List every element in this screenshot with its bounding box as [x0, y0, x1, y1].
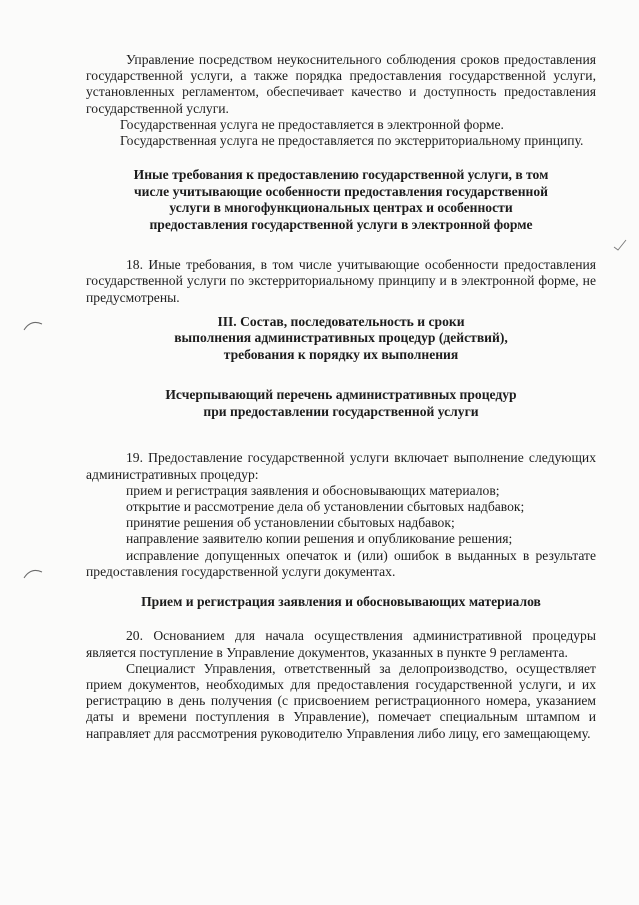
heading-line: предоставления государственной услуги в электронной форме	[149, 216, 533, 232]
heading-line: Иные требования к предоставлению государственной услуги, в том	[133, 167, 549, 183]
list-item: открытие и рассмотрение дела об установлении сбытовых надбавок;	[126, 498, 525, 514]
heading-line: выполнения административных процедур (действий),	[174, 330, 508, 346]
list-item: исправление допущенных опечаток и (или) ошибок в выданных в результате предоставления государственной услуги документах.	[86, 547, 596, 579]
check-mark	[612, 238, 628, 252]
scan-mark-top	[22, 318, 44, 332]
heading-line: требования к порядку их выполнения	[223, 346, 459, 362]
heading-line: услуги в многофункциональных центрах и особенности	[169, 200, 513, 216]
scan-mark-bottom	[22, 566, 44, 580]
heading-reception: Прием и регистрация заявления и обосновывающих материалов	[141, 593, 541, 609]
document-body	[86, 52, 596, 742]
paragraph-not-electronic: Государственная услуга не предоставляется в электронной форме.	[120, 116, 504, 132]
paragraph-19-intro: 19. Предоставление государственной услуги включает выполнение следующих административных процедур:	[86, 450, 596, 482]
list-item: прием и регистрация заявления и обосновывающих материалов;	[126, 482, 500, 498]
paragraph-20: 20. Основанием для начала осуществления административной процедуры является поступление в Управление документов, указанных в пункте 9 регламента.	[86, 628, 596, 660]
procedures-list	[86, 483, 596, 580]
heading-line: при предоставлении государственной услуги	[203, 403, 479, 419]
section-three-heading	[86, 314, 596, 364]
heading-line: числе учитывающие особенности предоставления государственной	[134, 183, 548, 199]
list-item: принятие решения об установлении сбытовых надбавок;	[126, 515, 455, 531]
paragraph-not-extraterritorial: Государственная услуга не предоставляется по экстерриториальному принципу.	[120, 133, 584, 149]
heading-line: Исчерпывающий перечень административных процедур	[165, 387, 517, 403]
list-item: направление заявителю копии решения и опубликование решения;	[126, 531, 513, 547]
paragraph-18: 18. Иные требования, в том числе учитывающие особенности предоставления государственной услуги по экстерриториальному принципу и в электронной форме, не предусмотрены.	[86, 257, 596, 305]
heading-line: III. Состав, последовательность и сроки	[217, 313, 465, 329]
heading-other-requirements	[86, 167, 596, 233]
procedures-list-heading	[86, 387, 596, 420]
paragraph-quality: Управление посредством неукоснительного соблюдения сроков предоставления государственной услуги, а также порядка предоставления государственной услуги, установленных регламентом, обеспечивает качество и доступность предоставления государственной услуги.	[86, 52, 596, 116]
paragraph-specialist: Специалист Управления, ответственный за делопроизводство, осуществляет прием документов, необходимых для предоставления государственной услуги, и их регистрацию в день получения (с присвоением регистрационного номера, указанием даты и времени поступления в Управление), помечает специальным штампом и направляет для рассмотрения руководителю Управления либо лицу, его замещающему.	[86, 660, 596, 741]
